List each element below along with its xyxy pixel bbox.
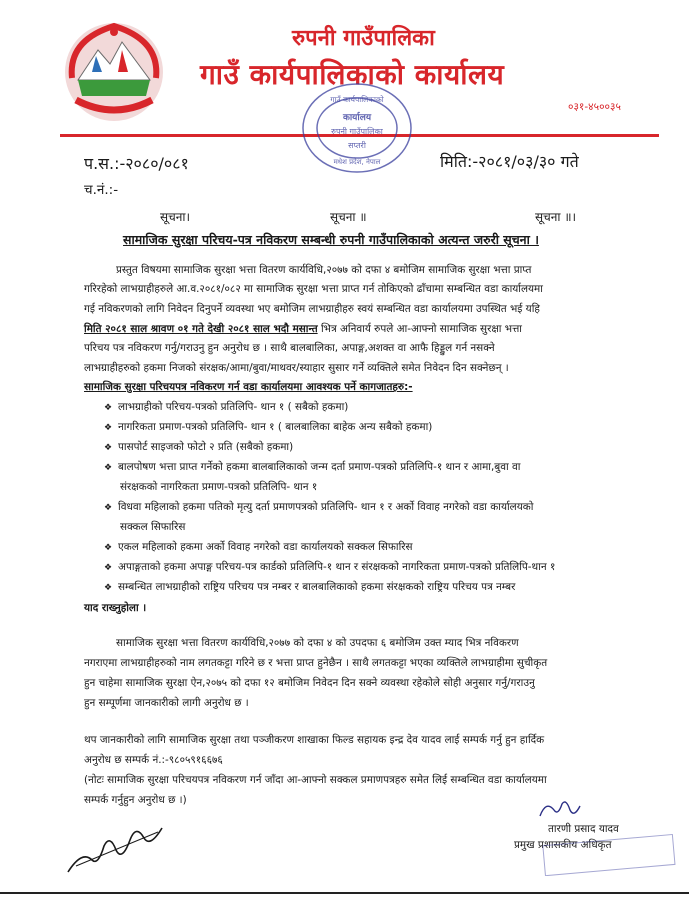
footer-rule <box>0 892 689 894</box>
para1-line-3: गई नविकरणको लागि निवेदन दिनुपर्ने व्यवस्था भए बमोजिम लाभग्राहीहरु स्वयं सम्बन्धित वडा कार्यालयमा उपस्थित भई यहि <box>84 303 540 315</box>
stamp-text-5: मधेश प्रदेश, नेपाल <box>333 158 381 166</box>
letter-date: मिति:-२०८१/०३/३० गते <box>440 152 579 171</box>
stamp-text-1: गाउँ कार्यपालिकाको <box>330 95 384 104</box>
list-item: ❖ बालपोषण भत्ता प्राप्त गर्नेको हकमा बालबालिकाको जन्म दर्ता प्रमाण-पत्रको प्रतिलिपि-१ थान र आमा,बुवा वा <box>104 461 521 473</box>
list-item: ❖ सम्बन्धित लाभग्राहीको राष्ट्रिय परिचय पत्र नम्बर र बालबालिकाको हकमा संरक्षकको राष्ट्रिय परिचय पत्र नम्बर <box>104 581 516 593</box>
para1-line-5: परिचय पत्र नविकरण गर्नु/गराउनु हुन अनुरोध छ । साथै बालबालिका, अपाङ्ग,अशक्त वा आफै हिड्डुल गर्न नसक्ने <box>84 342 495 354</box>
para1-line-4 <box>84 322 522 336</box>
deadline-highlight: मिति २०८१ साल श्रावण ०१ गते देखी २०८१ साल भदौ मसान्त <box>84 323 318 335</box>
para2-line-3: हुन चाहेमा सामाजिक सुरक्षा ऐन,२०७५ को दफा १२ बमोजिम निवेदन दिन सक्ने व्यवस्था रहेकोले सोही अनुसार गर्नु/गराउनु <box>84 677 535 689</box>
para1-line-6: लाभग्राहीहरुको हकमा निजको संरक्षक/आमा/बुवा/माथवर/स्याहार सुसार गर्ने व्यक्तिले समेत निवेदन दिन सक्नेछन् । <box>84 362 509 374</box>
list-item: ❖ अपाङ्गताको हकमा अपाङ्ग परिचय-पत्र कार्डको प्रतिलिपि-१ थान र संरक्षकको नागरिकता प्रमाण-पत्रको प्रतिलिपि-थान १ <box>104 561 556 573</box>
list-item: ❖ विधवा महिलाको हकमा पतिको मृत्यु दर्ता प्रमाणपत्रको प्रतिलिपि- थान १ र अर्को विवाह नगरेको वडा कार्यालयको <box>104 501 534 513</box>
para2-line-2: नगराएमा लाभग्राहीहरुको नाम लगतकट्टा गरिने छ र भत्ता प्राप्त हुनेछैन । साथै लगतकट्टा भएका व्यक्तिले लाभग्राहीमा सुचीकृत <box>84 657 548 669</box>
signatory-designation: प्रमुख प्रशासकीय अधिकृत <box>514 839 612 851</box>
designation-stamp <box>540 826 680 876</box>
remember-note: याद राख्नुहोला । <box>84 602 147 614</box>
para1-line-2: गरिरहेको लाभग्राहीहरुले आ.व.२०८१/०८२ मा सामाजिक सुरक्षा भत्ता प्राप्त गर्न तोकिएको ढाँचामा सम्बन्धित वडा कार्यालयमा <box>84 283 543 295</box>
reference-ps: प.स.:-२०८०/०८१ <box>84 154 189 173</box>
office-name: रुपनी गाउँपालिका <box>292 26 435 51</box>
notice-title: सामाजिक सुरक्षा परिचय-पत्र नविकरण सम्बन्धी रुपनी गाउँपालिकाको अत्यन्त जरुरी सूचना । <box>123 232 539 247</box>
notice-label-1: सूचना। <box>160 210 191 224</box>
list-item-continued: सक्कल सिफारिस <box>120 521 186 533</box>
para1-line-4-rest: भित्र अनिवार्य रुपले आ-आफ्नो सामाजिक सुरक्षा भत्ता <box>320 323 522 335</box>
para2-line-1: सामाजिक सुरक्षा भत्ता वितरण कार्यविधि,२०७७ को दफा ४ को उपदफा ६ बमोजिम उक्त म्याद भित्र नविकरण <box>116 637 519 649</box>
docs-heading: सामाजिक सुरक्षा परिचयपत्र नविकरण गर्न वडा कार्यालयमा आवश्यक पर्ने कागजातहरु:- <box>84 381 413 393</box>
signature <box>536 796 584 822</box>
notice-label-3: सूचना ॥। <box>535 210 577 224</box>
list-item: ❖ एकल महिलाको हकमा अर्को विवाह नगरेको वडा कार्यालयको सक्कल सिफारिस <box>104 541 413 553</box>
handwritten-signature <box>62 810 172 880</box>
stamp-text-2: कार्यालय <box>342 113 372 123</box>
stamp-text-4: सप्तरी <box>348 141 366 150</box>
list-item: ❖ नागरिकता प्रमाण-पत्रको प्रतिलिपि- थान १ ( बालबालिका बाहेक अन्य सबैको हकमा) <box>104 421 433 433</box>
list-item: ❖ लाभग्राहीको परिचय-पत्रको प्रतिलिपि- थान १ ( सबैको हकमा) <box>104 401 349 413</box>
nepal-emblem-icon <box>62 20 166 124</box>
stamp-text-3: रुपनी गाउँपालिका <box>331 127 383 136</box>
office-stamp <box>300 80 414 176</box>
para2-line-4: हुन सम्पूर्णमा जानकारीको लागी अनुरोध छ । <box>84 697 249 709</box>
reference-cn: च.नं.:- <box>84 182 119 198</box>
notice-label-2: सूचना ॥ <box>330 210 367 224</box>
para1-line-1: प्रस्तुत विषयमा सामाजिक सुरक्षा भत्ता वितरण कार्यविधि,२०७७ को दफा ४ बमोजिम सामाजिक सुरक्षा भत्ता प्राप्त <box>116 264 532 276</box>
para3-line-2: अनुरोध छ सम्पर्क नं.:-९८०५९१६६७६ <box>84 754 223 766</box>
letterhead-title: गाउँ कार्यपालिकाको कार्यालय <box>200 58 505 91</box>
note-line-2: सम्पर्क गर्नुहुन अनुरोध छ ।) <box>84 794 187 806</box>
para3-line-1: थप जानकारीको लागि सामाजिक सुरक्षा तथा पञ्जीकरण शाखाका फिल्ड सहायक इन्द्र देव यादव लाई सम्पर्क गर्नु हुन हार्दिक <box>84 734 545 746</box>
signatory-name: तारणी प्रसाद यादव <box>548 823 619 835</box>
list-item-continued: संरक्षकको नागरिकता प्रमाण-पत्रको प्रतिलिपि- थान १ <box>120 481 318 493</box>
list-item: ❖ पासपोर्ट साइजको फोटो २ प्रति (सबैको हकमा) <box>104 441 294 453</box>
note-line-1: (नोटः सामाजिक सुरक्षा परिचयपत्र नविकरण गर्न जाँदा आ-आफ्नो सक्कल प्रमाणपत्रहरु समेत लिई सम्बन्धित वडा कार्यालयमा <box>84 774 547 786</box>
office-phone: ०३१-४५००३५ <box>568 101 621 113</box>
